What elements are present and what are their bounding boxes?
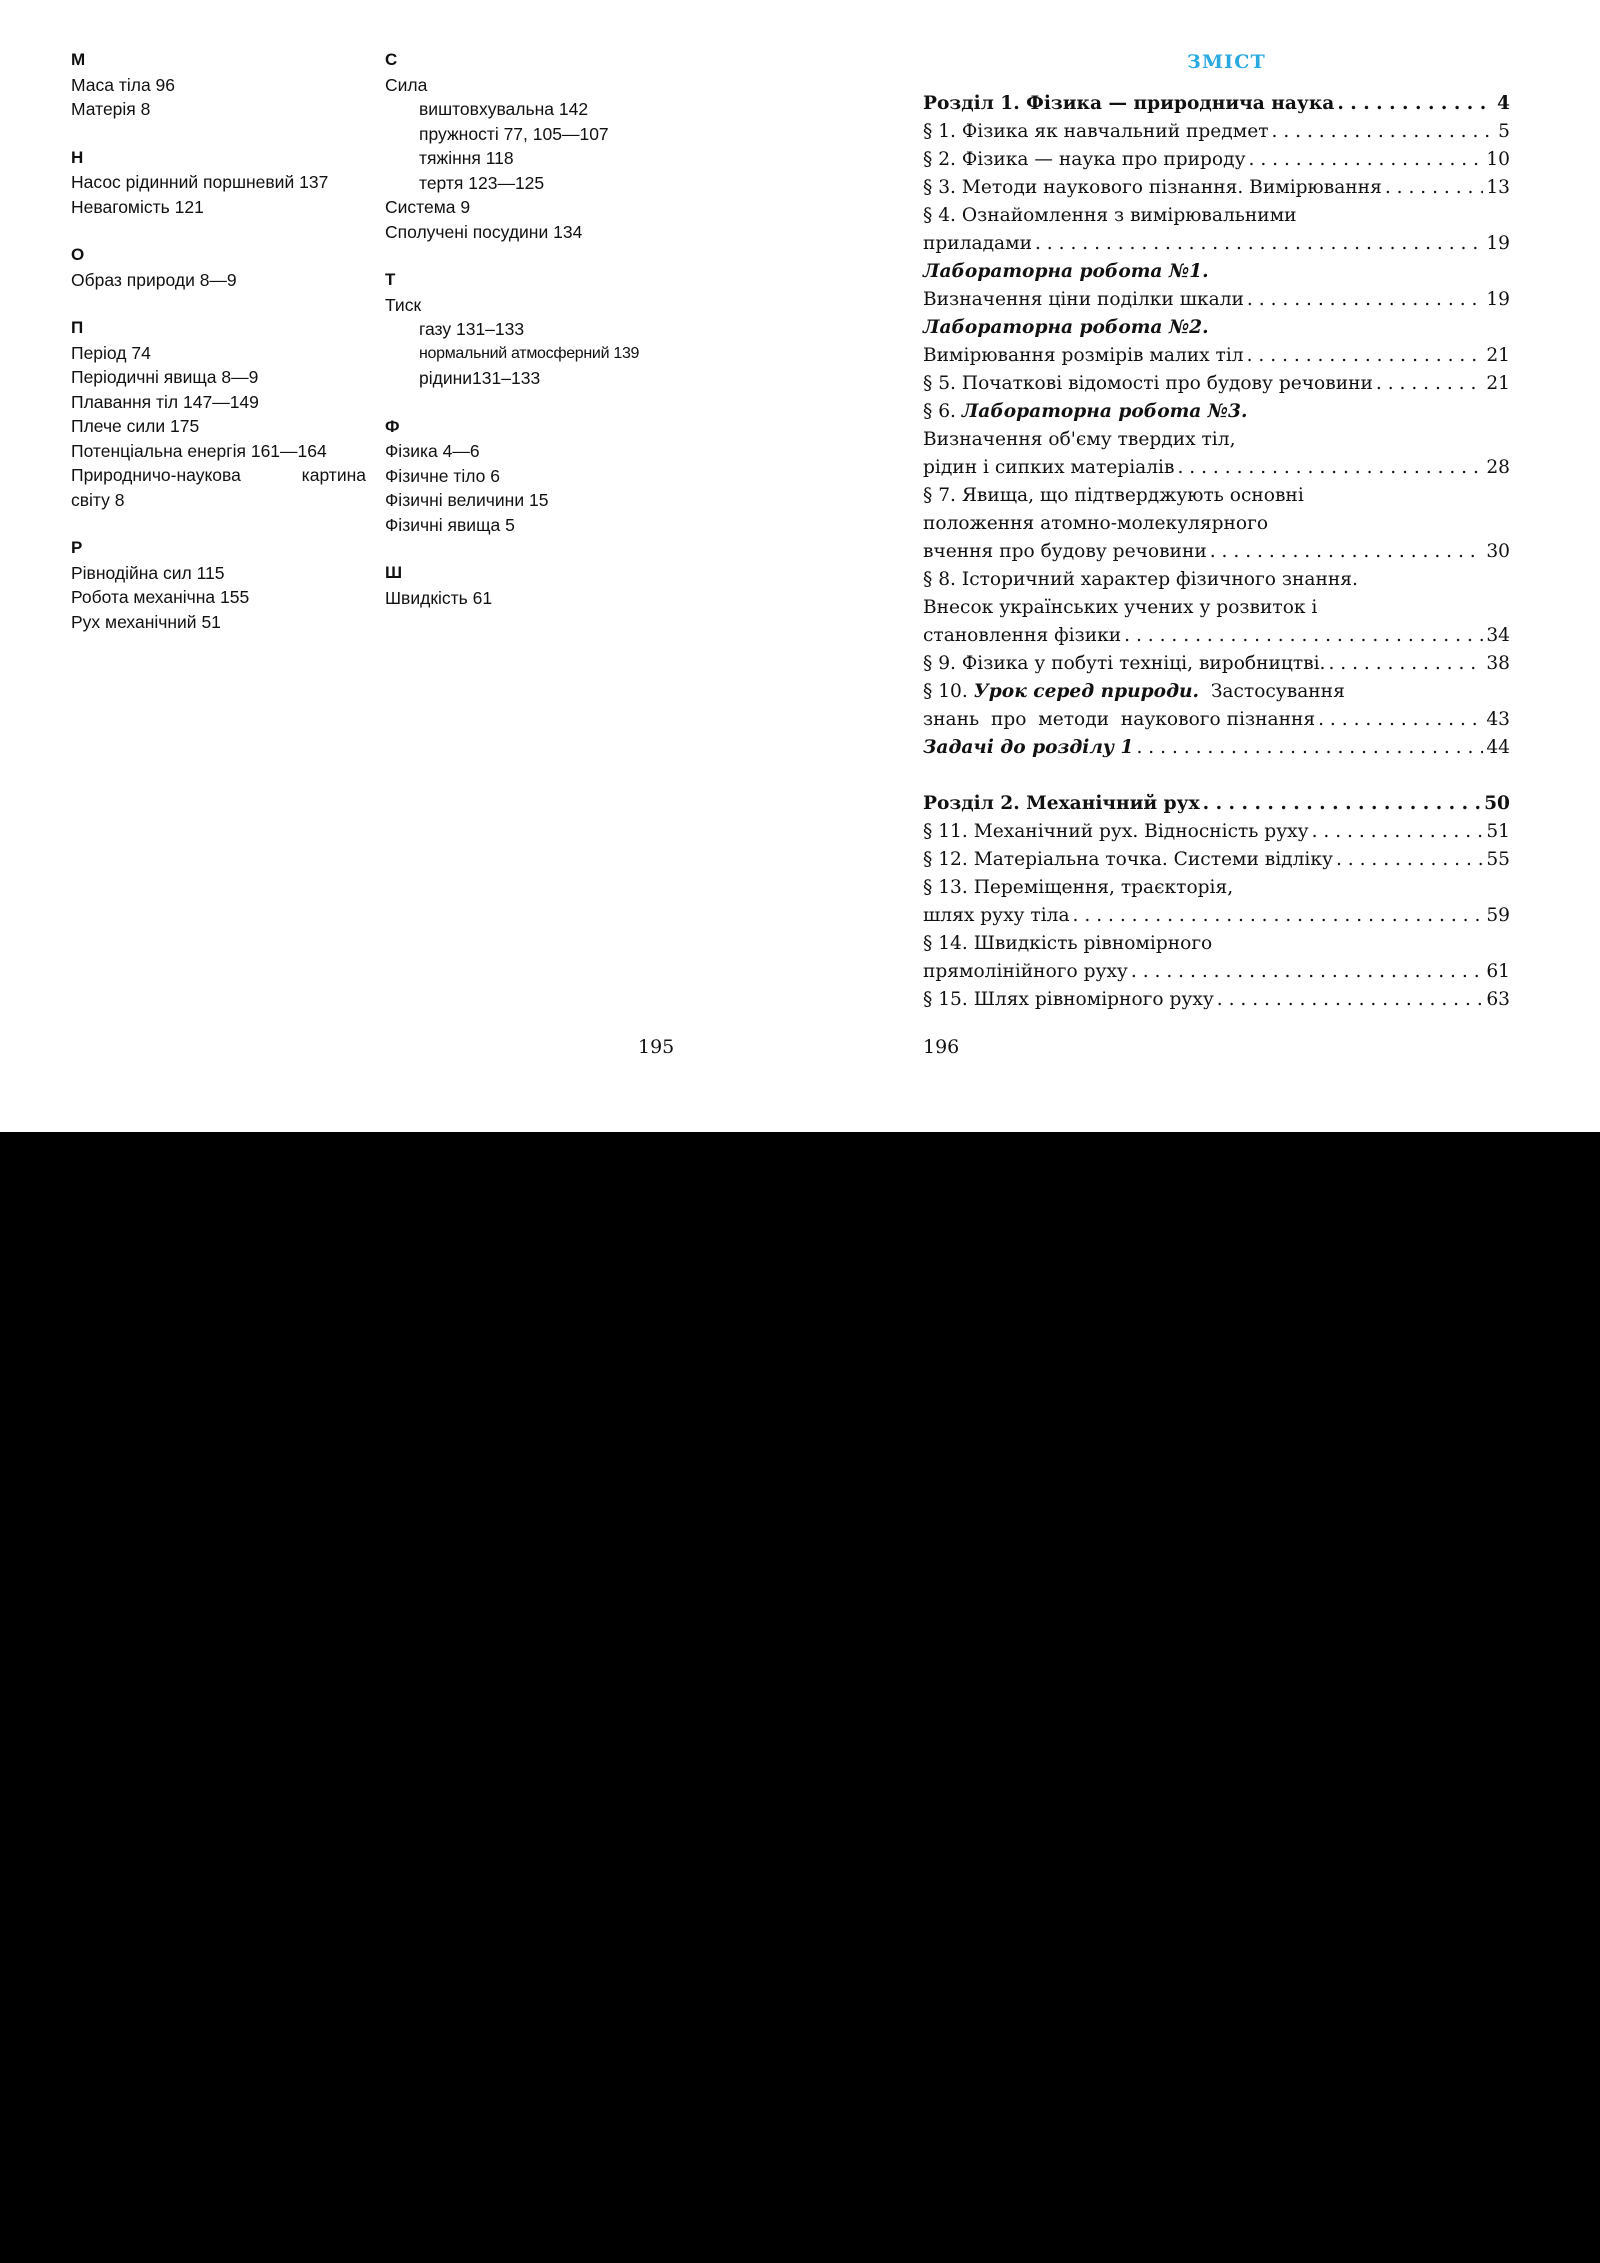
toc-leader [1210,538,1484,566]
toc-line-prefix: § 10. [923,681,974,702]
index-entry: Образ природи 8—9 [71,269,237,290]
toc-row [923,174,1510,202]
index-entry: Природничо-наукова картина [71,465,366,485]
index-subentry: рідини131–133 [419,368,541,388]
toc-leader [1035,230,1483,258]
toc-leader [1336,846,1483,874]
toc-page-number: 21 [1486,345,1510,366]
toc-page-number: 44 [1486,737,1510,758]
toc-section-gap [923,762,1510,790]
toc-row [923,538,1510,566]
toc-line: Лабораторна робота №1. [923,261,1209,282]
right-page-number: 196 [923,1036,960,1058]
toc-row [923,846,1510,874]
toc-entry-title: шлях руху тіла [923,905,1070,926]
index-letter: М [71,50,86,69]
toc-entry-title: становлення фізики [923,625,1122,646]
index-entry: Сполучені посудини 134 [385,221,583,242]
toc-entry-title: § 15. Шлях рівномірного руху [923,989,1214,1010]
toc-row [923,958,1510,986]
toc-leader [1385,174,1484,202]
toc-entry-title: Задачі до розділу 1 [923,737,1134,758]
index-entry: Фізичні величини 15 [385,490,549,510]
toc-page-number: 28 [1486,457,1510,478]
toc-page-number: 21 [1486,373,1510,394]
toc-entry-title: прямолінійного руху [923,961,1128,982]
index-entry: Сила [385,74,428,95]
toc-title: ЗМІСТ [1187,51,1266,73]
index-subentry: пружності 77, 105—107 [419,123,609,144]
toc-row [923,902,1510,930]
index-entry: Швидкість 61 [385,587,493,608]
toc-leader [1247,342,1484,370]
toc-page-number: 4 [1497,93,1510,114]
index-group-r [71,536,366,634]
toc-line [923,398,1510,426]
index-column-1 [71,48,366,658]
toc-row [923,818,1510,846]
toc-leader [1217,986,1484,1014]
toc-leader [1249,146,1484,174]
toc-line-emphasis: Урок серед природи. [973,681,1199,702]
toc-leader [1272,118,1496,146]
toc-line: § 8. Історичний характер фізичного знання. [923,569,1358,590]
index-group-f [385,415,685,538]
index-group-n [71,146,366,220]
index-entry: Періодичні явища 8—9 [71,367,259,387]
index-group-m [71,48,366,122]
index-entry: Невагомість 121 [71,196,204,217]
toc-leader [1318,706,1483,734]
index-group-s [385,48,685,244]
toc-entry-title: рідин і сипких матеріалів [923,457,1175,478]
toc-page-number: 5 [1498,121,1510,142]
toc-entry-title: Розділ 2. Механічний рух [923,793,1200,814]
toc-entry-title: § 1. Фізика як навчальний предмет [923,121,1269,142]
toc-page-number: 19 [1486,233,1510,254]
toc-line: § 7. Явища, що підтверджують основні [923,485,1304,506]
index-entry: Насос рідинний поршневий 137 [71,172,329,192]
index-entry: Потенціальна енергія 161—164 [71,440,327,461]
index-entry: Рівнодійна сил 115 [71,562,225,583]
toc-line [923,678,1510,706]
toc-row [923,454,1510,482]
index-letter: О [71,245,85,264]
toc-line: § 14. Швидкість рівномірного [923,933,1213,954]
toc-page-number: 51 [1486,821,1510,842]
toc-row [923,146,1510,174]
toc-row [923,286,1510,314]
index-entry: Плече сили 175 [71,416,200,436]
index-group-p [71,316,366,512]
index-letter: Н [71,147,84,167]
index-entry: Робота механічна 155 [71,587,250,607]
toc-entry-title: § 9. Фізика у побуті техніці, виробництві. [923,653,1326,674]
toc-page-number: 43 [1486,709,1510,730]
toc-row [923,342,1510,370]
index-entry: Тиск [385,294,422,315]
toc-line: Лабораторна робота №2. [923,317,1209,338]
toc-entry-title: Вимірювання розмірів малих тіл [923,345,1244,366]
toc-entry-title: вчення про будову речовини [923,541,1207,562]
toc-leader [1124,622,1483,650]
index-letter: С [385,50,398,69]
toc-entry-title: Розділ 1. Фізика — природнича наука [923,93,1335,114]
index-entry: Період 74 [71,342,151,363]
index-group-o [71,243,366,292]
toc-line-emphasis: Лабораторна робота №3. [961,401,1248,422]
toc-leader [1203,790,1481,818]
toc-entry-title: § 2. Фізика — наука про природу [923,149,1246,170]
index-subentry: нормальний атмосферний 139 [419,344,640,362]
toc-leader [1131,958,1483,986]
toc-row [923,734,1510,762]
index-group-sh [385,561,685,610]
toc-row [923,90,1510,118]
toc-leader [1328,650,1483,678]
index-subentry: тяжіння 118 [419,148,514,168]
index-entry: Фізичне тіло 6 [385,465,501,486]
toc-row [923,118,1510,146]
toc-leader [1337,90,1494,118]
toc-line: положення атомно-молекулярного [923,513,1269,534]
toc-row [923,706,1510,734]
toc-entry-title: § 5. Початкові відомості про будову речовини [923,373,1373,394]
index-subentry: виштовхувальна 142 [419,99,589,119]
index-entry: світу 8 [71,489,125,510]
toc-leader [1177,454,1483,482]
toc-entry-title: знань про методи наукового пізнання [923,709,1316,730]
index-entry: Фізичні явища 5 [385,514,515,535]
index-column-2 [385,48,685,634]
toc-row [923,650,1510,678]
toc-entry-title: § 12. Матеріальна точка. Системи відліку [923,849,1333,870]
index-subentry: газу 131–133 [419,319,525,339]
index-letter: Ш [385,563,403,582]
toc-line: § 13. Переміщення, траєкторія, [923,877,1234,898]
toc-entry-title: Визначення ціни поділки шкали [923,289,1244,310]
toc-row [923,370,1510,398]
toc-page-number: 30 [1486,541,1510,562]
toc-page-number: 34 [1486,625,1510,646]
index-entry: Маса тіла 96 [71,74,176,95]
toc-entry-title: приладами [923,233,1032,254]
toc-entry-title: § 11. Механічний рух. Відносність руху [923,821,1309,842]
toc-page-number: 19 [1486,289,1510,310]
index-letter: Ф [385,416,400,436]
index-letter: Т [385,270,396,289]
toc-row [923,622,1510,650]
toc-leader [1312,818,1484,846]
toc-page-number: 38 [1486,653,1510,674]
toc-line-prefix: § 6. [923,401,962,422]
toc-leader [1073,902,1484,930]
toc-line: Визначення об'єму твердих тіл, [923,429,1236,450]
toc-page-number: 50 [1484,793,1510,814]
index-entry: Система 9 [385,197,471,217]
table-of-contents [923,48,1510,1014]
toc-page-number: 55 [1486,849,1510,870]
toc-leader [1376,370,1483,398]
toc-line: Внесок українських учених у розвиток і [923,597,1318,618]
index-entry: Рух механічний 51 [71,611,221,632]
index-entry: Матерія 8 [71,99,151,119]
toc-line-suffix: Застосування [1199,681,1345,702]
index-letter: Р [71,538,83,557]
toc-entry-title: § 3. Методи наукового пізнання. Вимірювання [923,177,1382,198]
index-subentry: тертя 123—125 [419,172,545,193]
toc-row [923,230,1510,258]
toc-page-number: 59 [1486,905,1510,926]
toc-leader [1136,734,1483,762]
toc-page-number: 63 [1486,989,1510,1010]
toc-row [923,790,1510,818]
toc-page-number: 10 [1486,149,1510,170]
toc-row [923,986,1510,1014]
toc-page-number: 13 [1486,177,1510,198]
index-entry: Плавання тіл 147—149 [71,391,259,412]
index-letter: П [71,318,84,337]
toc-page-number: 61 [1486,961,1510,982]
index-entry: Фізика 4—6 [385,441,480,461]
index-group-t [385,268,685,391]
toc-line: § 4. Ознайомлення з вимірювальними [923,205,1297,226]
left-page-number: 195 [638,1036,675,1058]
toc-leader [1247,286,1483,314]
